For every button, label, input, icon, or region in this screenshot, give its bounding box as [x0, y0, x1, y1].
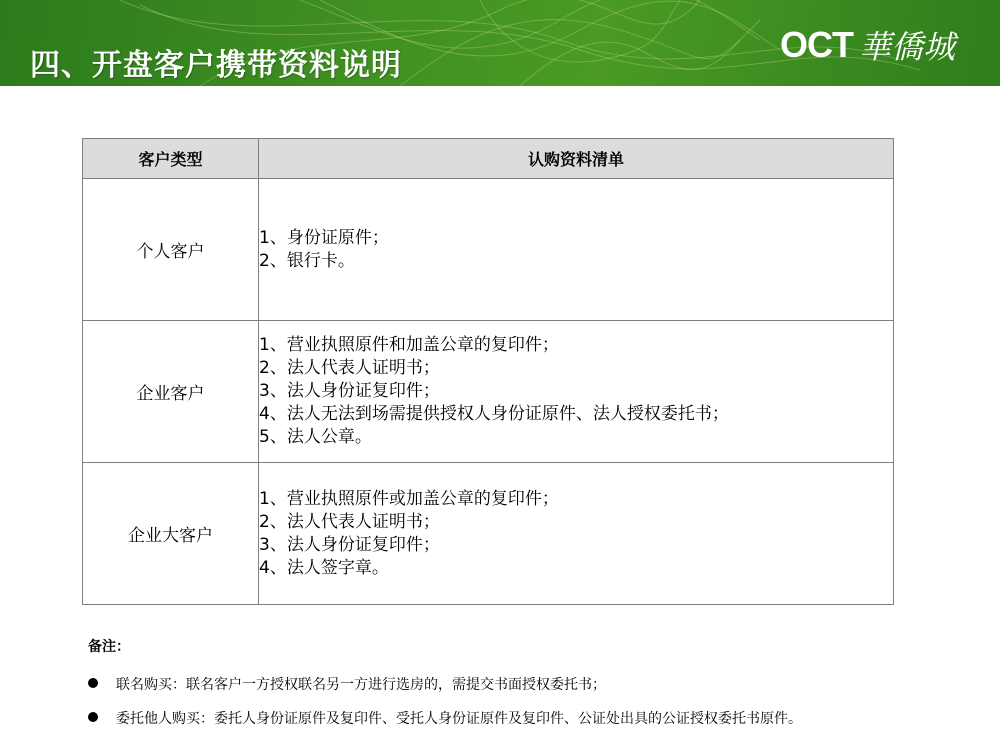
material-item: 2、法人代表人证明书；: [259, 511, 440, 532]
column-header-customer-type: 客户类型: [83, 139, 259, 179]
table-row: [83, 179, 894, 321]
material-item: 4、法人无法到场需提供授权人身份证原件、法人授权委托书；: [259, 404, 729, 424]
material-item: 1、营业执照原件或加盖公章的复印件；: [259, 488, 559, 509]
table-row: [83, 321, 894, 463]
material-item: 2、法人代表人证明书；: [259, 358, 440, 378]
materials-cell: [259, 463, 894, 605]
header-banner: [0, 0, 1000, 86]
notes-section: [88, 636, 802, 742]
customer-type-cell: 企业客户: [83, 321, 259, 463]
page-title: 四、开盘客户携带资料说明: [30, 48, 402, 83]
material-item: 4、法人签字章。: [259, 557, 389, 578]
table-row: [83, 463, 894, 605]
customer-type-cell: 个人客户: [83, 179, 259, 321]
bullet-icon: [88, 712, 98, 722]
materials-cell: [259, 179, 894, 321]
notes-title: 备注：: [88, 639, 130, 655]
column-header-materials: 认购资料清单: [259, 139, 894, 179]
materials-cell: [259, 321, 894, 463]
material-item: 2、银行卡。: [259, 250, 355, 271]
logo-cn-text: 華僑城: [859, 28, 956, 66]
customer-type-cell: 企业大客户: [83, 463, 259, 605]
note-text: 委托他人购买：委托人身份证原件及复印件、受托人身份证原件及复印件、公证处出具的公证授权委托书原件。: [116, 711, 802, 727]
material-item: 3、法人身份证复印件；: [259, 381, 440, 401]
note-item: [88, 708, 802, 728]
oct-logo: [780, 22, 955, 68]
bullet-icon: [88, 678, 98, 688]
material-item: 5、法人公章。: [259, 427, 372, 447]
note-text: 联名购买：联名客户一方授权联名另一方进行选房的，需提交书面授权委托书；: [116, 677, 606, 693]
material-item: 1、营业执照原件和加盖公章的复印件；: [259, 335, 559, 355]
table-header-row: [83, 139, 894, 179]
material-item: 3、法人身份证复印件；: [259, 534, 440, 555]
requirements-table: [82, 138, 894, 605]
logo-oct-text: OCT: [780, 24, 853, 65]
material-item: 1、身份证原件；: [259, 227, 389, 248]
note-item: [88, 674, 802, 694]
